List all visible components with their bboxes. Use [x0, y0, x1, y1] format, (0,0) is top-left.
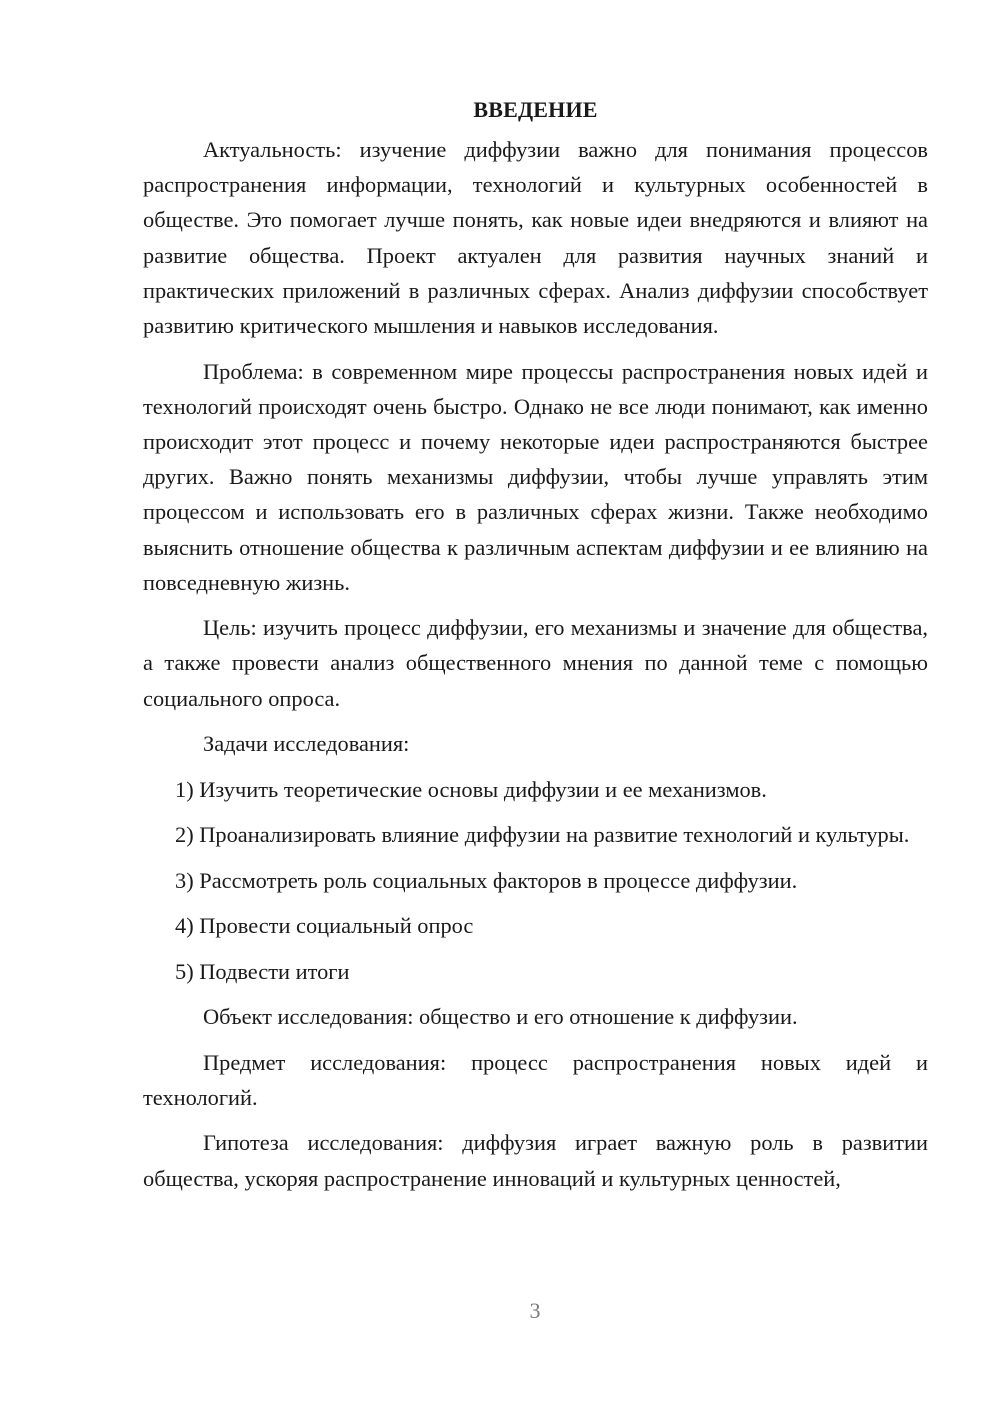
task-item-4: 4) Провести социальный опрос — [175, 913, 474, 939]
page-number: 3 — [529, 1298, 541, 1323]
goal-paragraph: Цель: изучить процесс диффузии, его механизмы и значение для общества, а также провести анализ общественного мнения по данной теме с помощью социального опроса. — [143, 615, 928, 711]
tasks-heading: Задачи исследования: — [203, 731, 410, 757]
subject-paragraph: Предмет исследования: процесс распространения новых идей и технологий. — [143, 1049, 928, 1110]
section-title: ВВЕДЕНИЕ — [473, 97, 598, 122]
document-page — [143, 88, 928, 1206]
object-paragraph: Объект исследования: общество и его отношение к диффузии. — [203, 1004, 798, 1030]
relevance-paragraph: Актуальность: изучение диффузии важно для понимания процессов распространения информации, технологий и культурных особенностей в обществе. Это помогает лучше понять, как новые идеи внедряются и влияют на развитие общества. Проект актуален для развития научных знаний и практических приложений в различных сферах. Анализ диффузии способствует развитию критического мышления и навыков исследования. — [143, 137, 928, 339]
task-item-3: 3) Рассмотреть роль социальных факторов в процессе диффузии. — [175, 867, 798, 893]
hypothesis-paragraph: Гипотеза исследования: диффузия играет важную роль в развитии общества, ускоряя распространение инноваций и культурных ценностей, — [143, 1130, 928, 1191]
problem-paragraph: Проблема: в современном мире процессы распространения новых идей и технологий происходят очень быстро. Однако не все люди понимают, как именно происходит этот процесс и почему некоторые идеи распространяются быстрее других. Важно понять механизмы диффузии, чтобы лучше управлять этим процессом и использовать его в различных сферах жизни. Также необходимо выяснить отношение общества к различным аспектам диффузии и ее влиянию на повседневную жизнь. — [143, 358, 928, 595]
task-item-1: 1) Изучить теоретические основы диффузии и ее механизмов. — [175, 776, 767, 802]
task-item-2: 2) Проанализировать влияние диффузии на развитие технологий и культуры. — [175, 822, 910, 848]
task-item-5: 5) Подвести итоги — [175, 958, 350, 984]
